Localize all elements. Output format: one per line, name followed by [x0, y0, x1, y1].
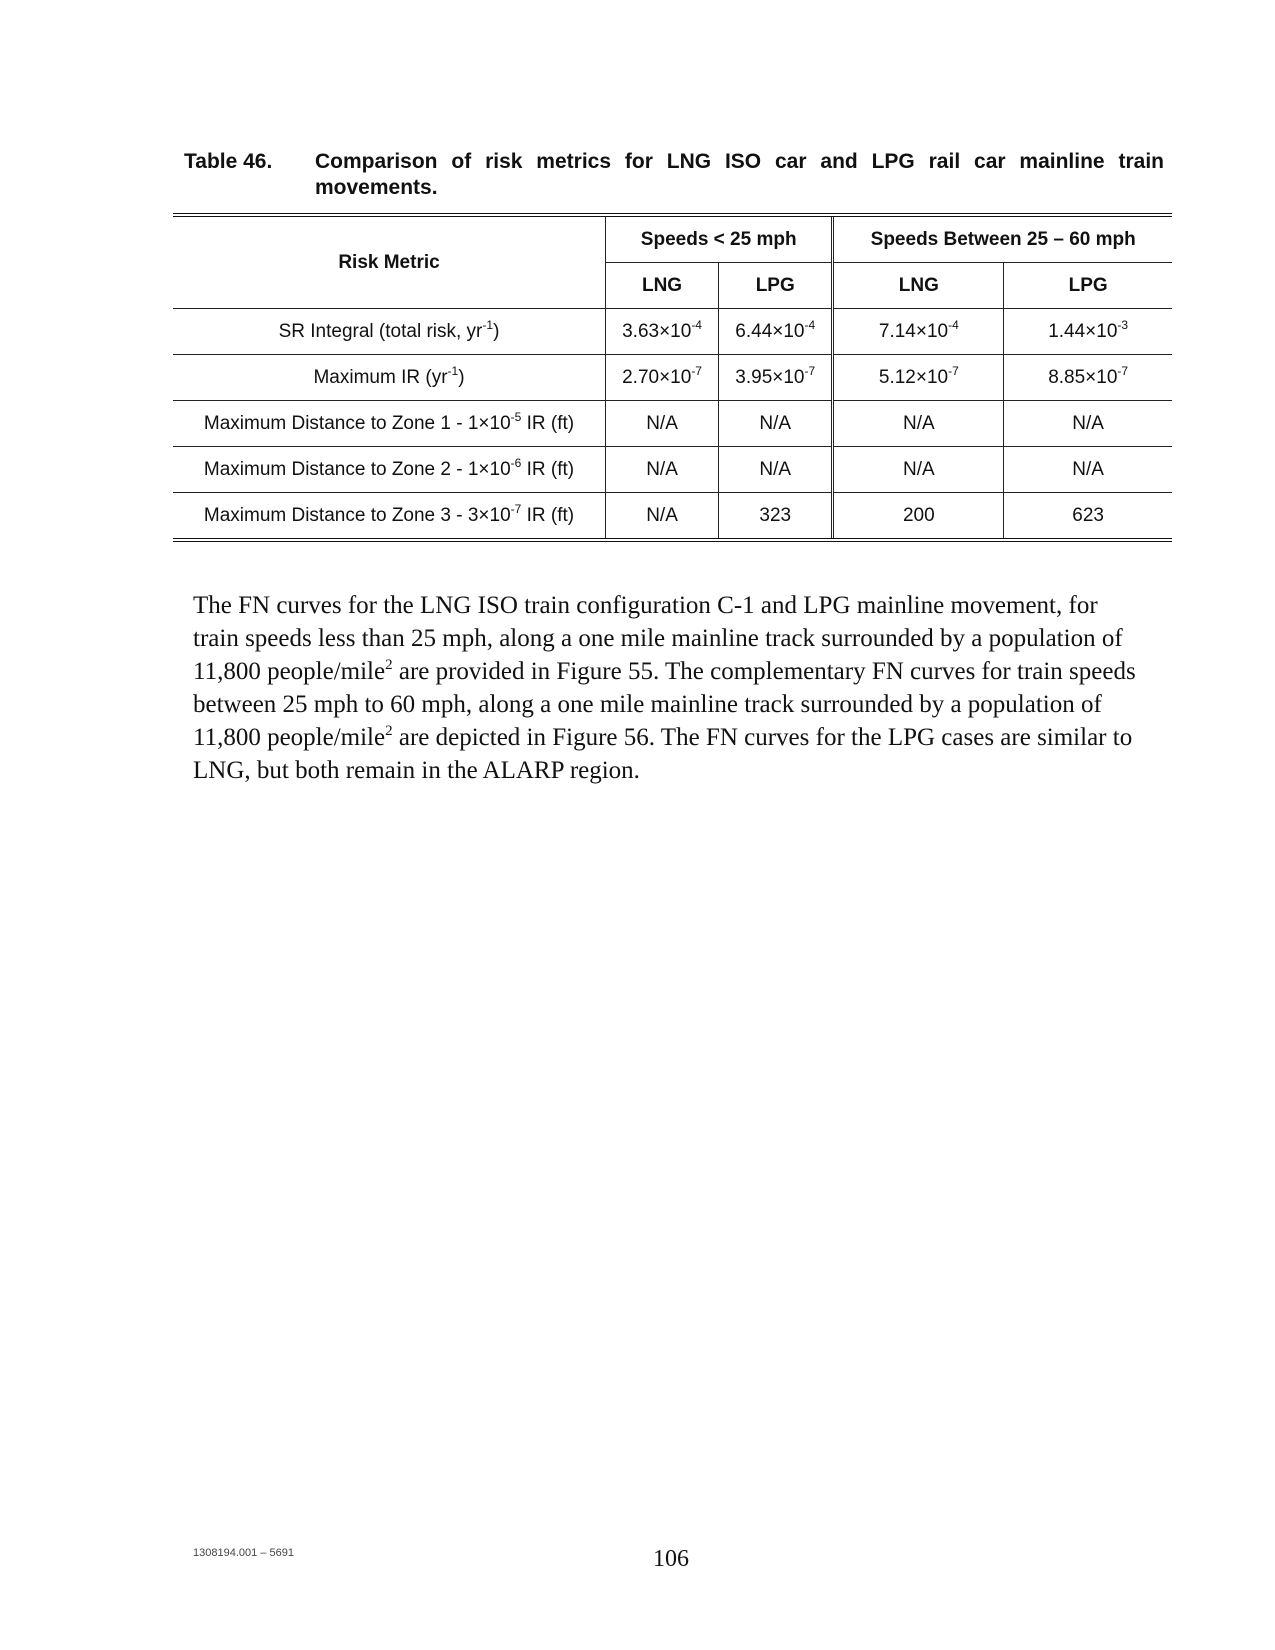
- value-cell: N/A: [719, 447, 833, 493]
- table-row: [173, 355, 1172, 401]
- value-cell: N/A: [606, 401, 719, 447]
- metric-name: Maximum IR $(yr^{-1})$: [173, 355, 606, 401]
- risk-metric-header: Risk Metric: [173, 215, 606, 309]
- table-caption-text: Comparison of risk metrics for LNG ISO car and LPG rail car mainline train movements.: [315, 150, 1164, 199]
- value-cell: $2.70\times 10^{-7}$: [606, 355, 719, 401]
- value-cell: $5.12\times 10^{-7}$: [833, 355, 1004, 401]
- subheader-lpg-low: LPG: [719, 263, 833, 309]
- table-row: [173, 401, 1172, 447]
- metric-name: Maximum Distance to Zone $3 - 3\times 10^{-7}$ IR (ft): [173, 493, 606, 541]
- risk-metrics-table: [173, 213, 1172, 542]
- value-cell: N/A: [833, 401, 1004, 447]
- table-caption-label: Table 46.: [184, 150, 273, 173]
- body-paragraph: The FN curves for the LNG ISO train configuration C-1 and LPG mainline movement, for train speeds less than 25 mph, along a one mile mainline track surrounded by a population of 11,800 people/mile$^2$ are provided in Figure 55. The complementary FN curves for train speeds between 25 mph to 60 mph, along a one mile mainline track surrounded by a population of 11,800 people/mile$^2$ are depicted in Figure 56. The FN curves for the LPG cases are similar to LNG, but both remain in the ALARP region.: [193, 592, 1136, 784]
- value-cell: N/A: [719, 401, 833, 447]
- value-cell: 323: [719, 493, 833, 541]
- value-cell: 200: [833, 493, 1004, 541]
- metric-name: Maximum Distance to Zone $2 - 1\times 10^{-6}$ IR (ft): [173, 447, 606, 493]
- value-cell: $7.14\times 10^{-4}$: [833, 309, 1004, 355]
- value-cell: N/A: [606, 493, 719, 541]
- table-header-row: [173, 215, 1172, 263]
- value-cell: $8.85\times 10^{-7}$: [1004, 355, 1172, 401]
- table-row: [173, 493, 1172, 541]
- group-header-low-speed: Speeds < 25 mph: [606, 215, 833, 263]
- subheader-lng-low: LNG: [606, 263, 719, 309]
- metric-name: Maximum Distance to Zone $1 - 1\times 10^{-5}$ IR (ft): [173, 401, 606, 447]
- value-cell: 623: [1004, 493, 1172, 541]
- table-row: [173, 447, 1172, 493]
- page-number: 106: [653, 1546, 689, 1572]
- value-cell: N/A: [1004, 447, 1172, 493]
- metric-name: SR Integral (total risk, $yr^{-1}$): [173, 309, 606, 355]
- value-cell: $3.63\times 10^{-4}$: [606, 309, 719, 355]
- value-cell: N/A: [833, 447, 1004, 493]
- subheader-lng-high: LNG: [833, 263, 1004, 309]
- value-cell: N/A: [606, 447, 719, 493]
- table-row: [173, 309, 1172, 355]
- subheader-lpg-high: LPG: [1004, 263, 1172, 309]
- group-header-high-speed: Speeds Between 25 – 60 mph: [833, 215, 1172, 263]
- value-cell: $6.44\times 10^{-4}$: [719, 309, 833, 355]
- value-cell: N/A: [1004, 401, 1172, 447]
- value-cell: $3.95\times 10^{-7}$: [719, 355, 833, 401]
- document-id: 1308194.001 – 5691: [193, 1547, 294, 1559]
- table-caption: [184, 149, 1164, 201]
- value-cell: $1.44\times 10^{-3}$: [1004, 309, 1172, 355]
